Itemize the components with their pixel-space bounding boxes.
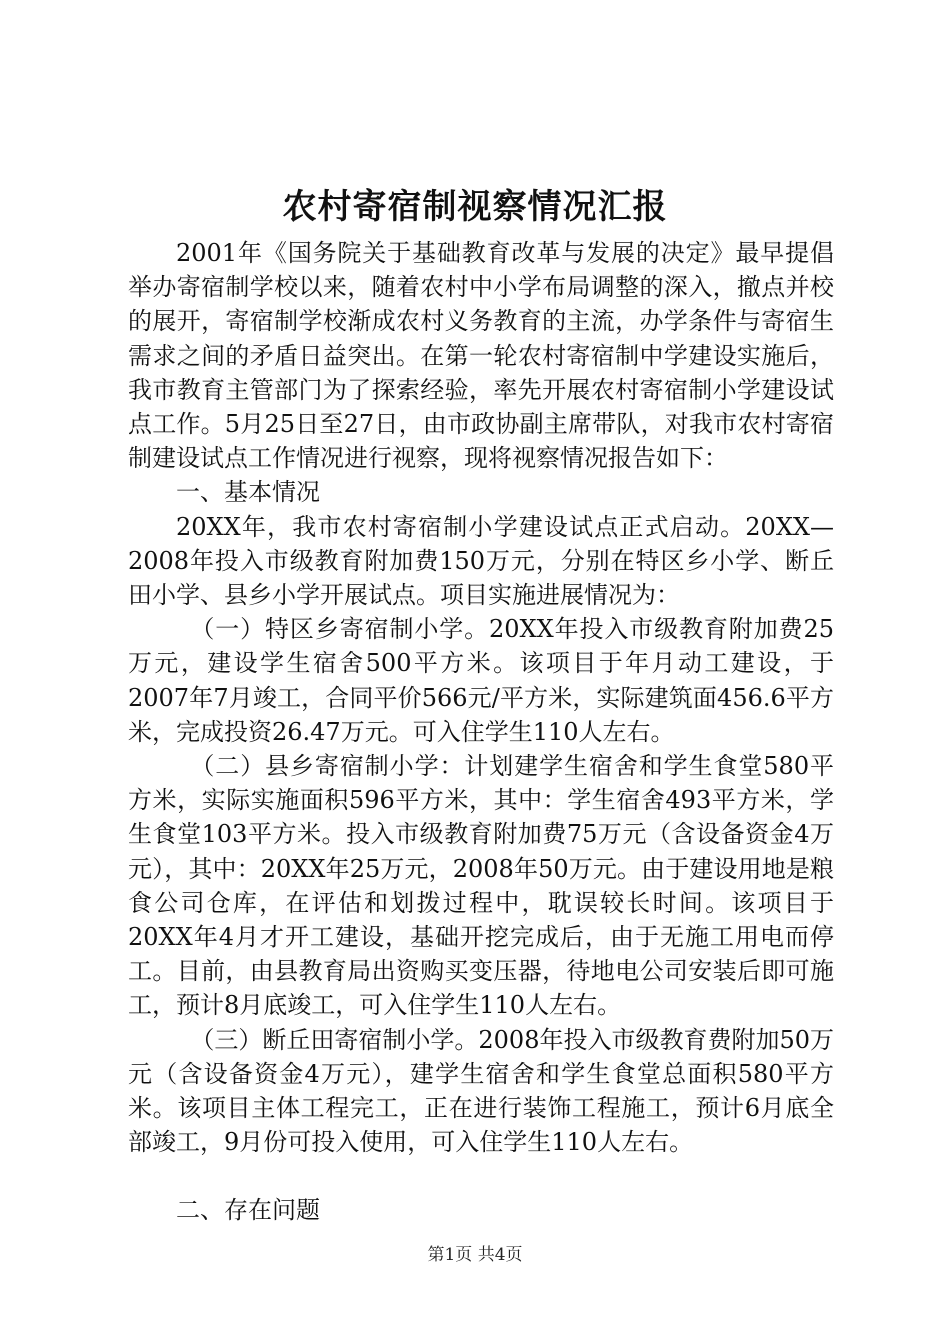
item-one-paragraph: （一）特区乡寄宿制小学。20XX年投入市级教育附加费25万元，建设学生宿舍500平方米。该项目于年月动工建设，于2007年7月竣工，合同平价566元/平方米，实际建筑面456.6平方米，完成投资26.47万元。可入住学生110人左右。 bbox=[128, 615, 834, 746]
page-footer: 第1页 共4页 bbox=[427, 1245, 523, 1265]
basic-info-paragraph: 20XX年，我市农村寄宿制小学建设试点正式启动。20XX—2008年投入市级教育附加费150万元，分别在特区乡小学、断丘田小学、县乡小学开展试点。项目实施进展情况为： bbox=[128, 512, 834, 610]
item-three-paragraph: （三）断丘田寄宿制小学。2008年投入市级教育费附加50万元（含设备资金4万元），建学生宿舍和学生食堂总面积580平方米。该项目主体工程完工，正在进行装饰工程施工，预计6月底全部竣工，9月份可投入使用，可入住学生110人左右。 bbox=[128, 1025, 835, 1157]
intro-paragraph: 2001年《国务院关于基础教育改革与发展的决定》最早提倡举办寄宿制学校以来，随着农村中小学布局调整的深入，撤点并校的展开，寄宿制学校渐成农村义务教育的主流，办学条件与寄宿生需求之间的矛盾日益突出。在第一轮农村寄宿制中学建设实施后，我市教育主管部门为了探索经验，率先开展农村寄宿制小学建设试点工作。5月25日至27日，由市政协副主席带队，对我市农村寄宿制建设试点工作情况进行视察，现将视察情况报告如下： bbox=[128, 239, 834, 473]
blank-line bbox=[128, 1159, 834, 1193]
section-heading-basic: 一、基本情况 bbox=[176, 478, 320, 507]
item-two-paragraph: （二）县乡寄宿制小学：计划建学生宿舍和学生食堂580平方米，实际实施面积596平方米，其中：学生宿舍493平方米，学生食堂103平方米。投入市级教育附加费75万元（含设备资金4万元），其中：20XX年25万元，2008年50万元。由于建设用地是粮食公司仓库，在评估和划拨过程中，耽误较长时间。该项目于20XX年4月才开工建设，基础开挖完成后，由于无施工用电而停工。目前，由县教育局出资购买变压器，待地电公司安装后即可施工，预计8月底竣工，可入住学生110人左右。 bbox=[128, 752, 834, 1020]
section-heading-problems: 二、存在问题 bbox=[176, 1196, 320, 1225]
document-title: 农村寄宿制视察情况汇报 bbox=[282, 187, 668, 227]
document-body bbox=[128, 236, 834, 1228]
